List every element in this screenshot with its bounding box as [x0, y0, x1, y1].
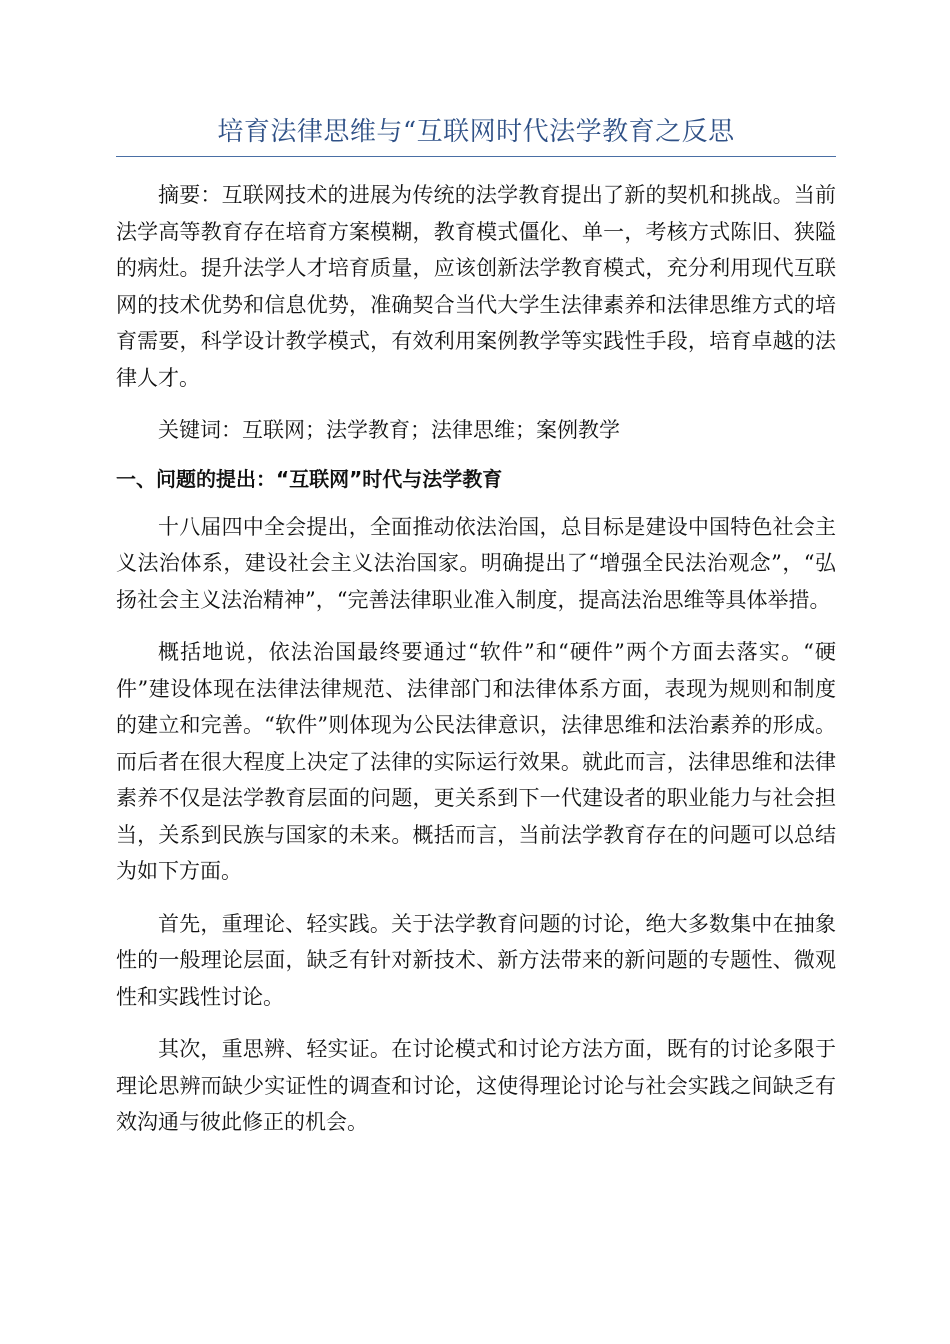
section-heading: 一、问题的提出：“互联网”时代与法学教育 [116, 466, 503, 491]
document-title: 培育法律思维与“互联网时代法学教育之反思 [217, 117, 735, 147]
body-paragraph: 概括地说，依法治国最终要通过“软件”和“硬件”两个方面去落实。“硬件”建设体现在法律法律规范、法律部门和法律体系方面，表现为规则和制度的建立和完善。“软件”则体现为公民法律意识，法律思维和法治素养的形成。而后者在很大程度上决定了法律的实际运行效果。就此而言，法律思维和法律素养不仅是法学教育层面的问题，更关系到下一代建设者的职业能力与社会担当，关系到民族与国家的未来。概括而言，当前法学教育存在的问题可以总结为如下方面。 [116, 640, 836, 883]
body-paragraph: 其次，重思辨、轻实证。在讨论模式和讨论方法方面，既有的讨论多限于理论思辨而缺少实证性的调查和讨论，这使得理论讨论与社会实践之间缺乏有效沟通与彼此修正的机会。 [116, 1037, 836, 1134]
body-paragraph: 十八届四中全会提出，全面推动依法治国，总目标是建设中国特色社会主义法治体系，建设社会主义法治国家。明确提出了“增强全民法治观念”，“弘扬社会主义法治精神”，“完善法律职业准入制度，提高法治思维等具体举措。 [116, 514, 836, 612]
body-paragraph: 首先，重理论、轻实践。关于法学教育问题的讨论，绝大多数集中在抽象性的一般理论层面，缺乏有针对新技术、新方法带来的新问题的专题性、微观性和实践性讨论。 [116, 911, 836, 1009]
document-page [116, 108, 836, 1157]
abstract-paragraph: 摘要：互联网技术的进展为传统的法学教育提出了新的契机和挑战。当前法学高等教育存在培育方案模糊，教育模式僵化、单一，考核方式陈旧、狭隘的病灶。提升法学人才培育质量，应该创新法学教育模式，充分利用现代互联网的技术优势和信息优势，准确契合当代大学生法律素养和法律思维方式的培育需要，科学设计教学模式，有效利用案例教学等实践性手段，培育卓越的法律人才。 [116, 183, 836, 390]
title-underline [116, 156, 836, 157]
keywords-paragraph: 关键词：互联网；法学教育；法律思维；案例教学 [158, 418, 620, 442]
